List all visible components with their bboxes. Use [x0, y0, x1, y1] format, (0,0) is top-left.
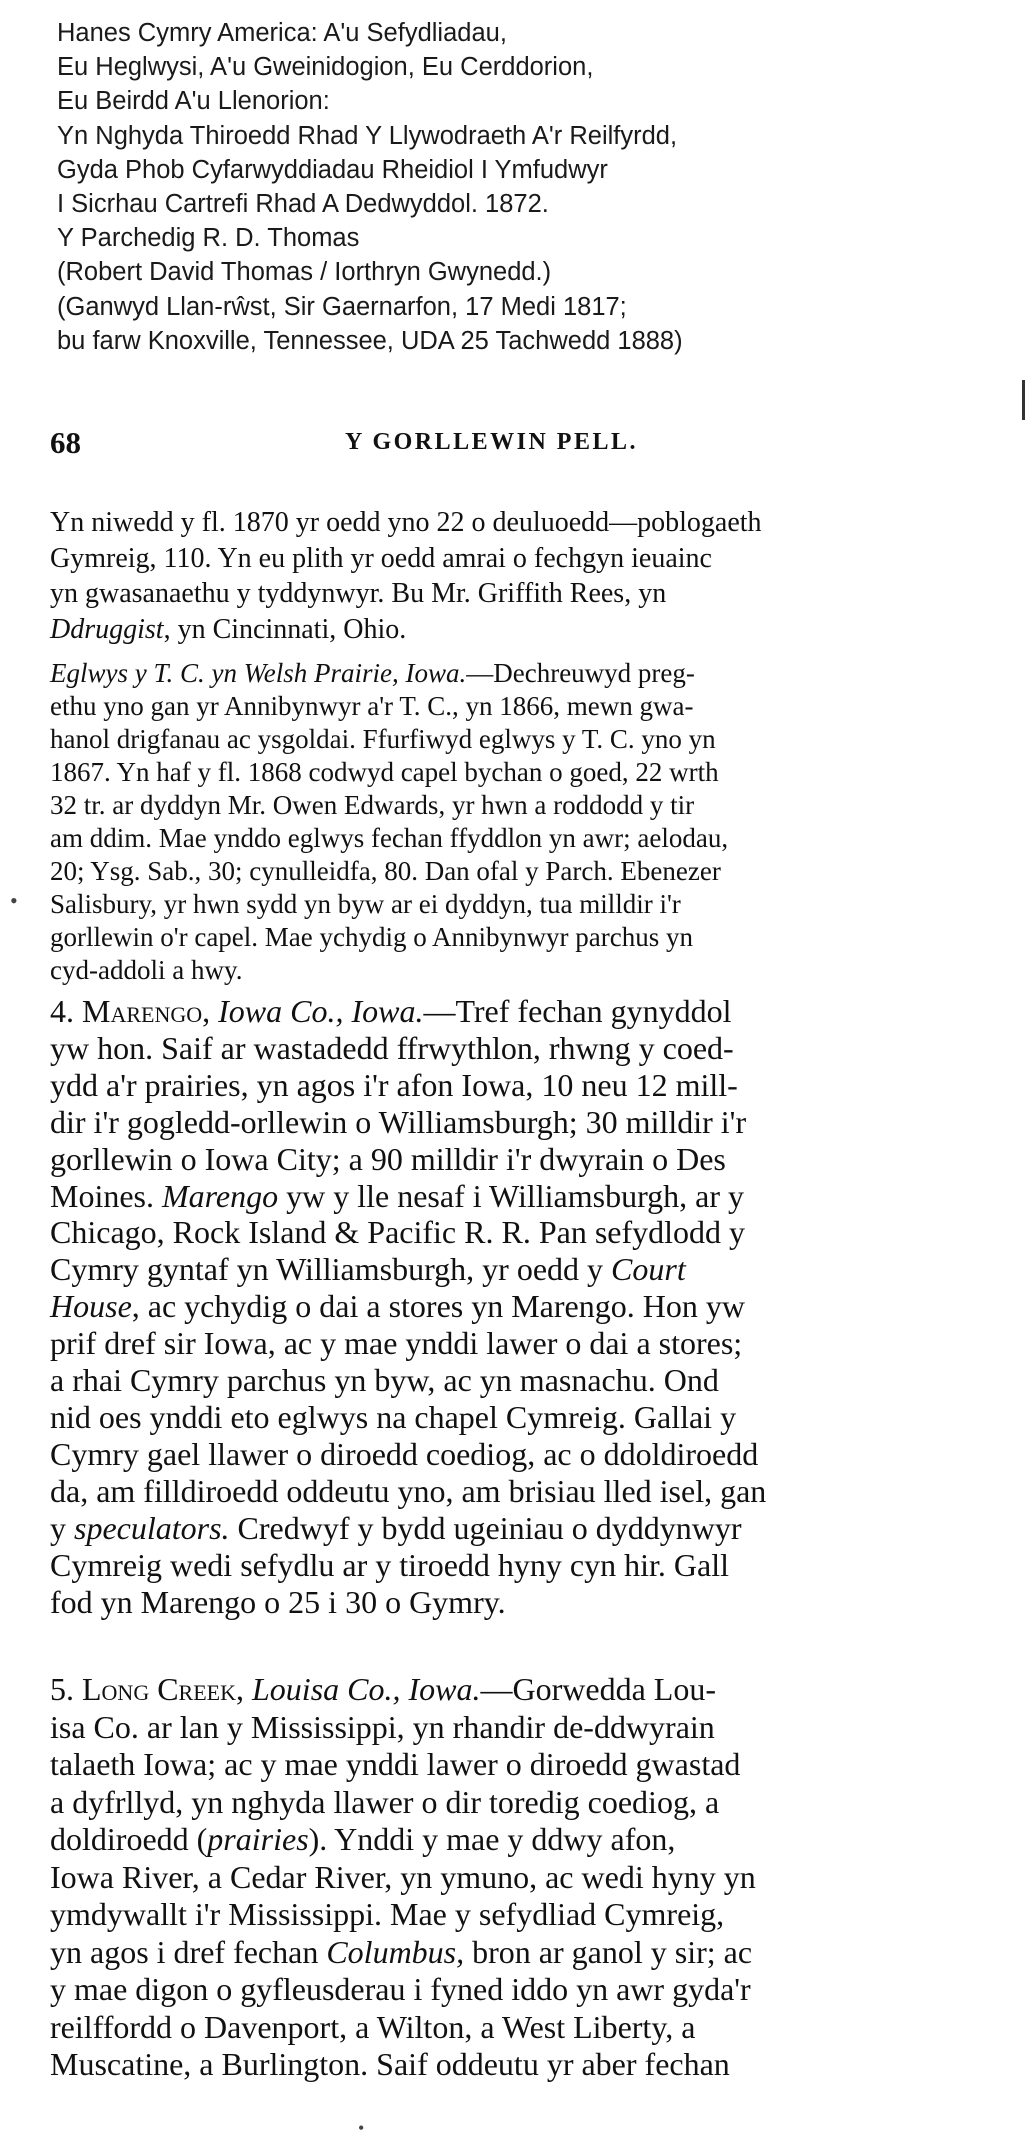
text-line: [50, 1178, 766, 1215]
text-line: am ddim. Mae ynddo eglwys fechan ffyddlon yn awr; aelodau,: [50, 823, 729, 853]
text-line: Gymreig, 110. Yn eu plith yr oedd amrai o fechgyn ieuainc: [50, 542, 712, 574]
text-line: [50, 1821, 756, 1859]
text-line: Salisbury, yr hwn sydd yn byw ar ei dyddyn, tua milldir i'r: [50, 889, 681, 919]
text-line: ethu yno gan yr Annibynwyr a'r T. C., yn 1866, mewn gwa-: [50, 691, 694, 721]
text-line: Iowa River, a Cedar River, yn ymuno, ac wedi hyny yn: [50, 1858, 756, 1895]
paragraph: [50, 1671, 756, 2084]
text-run: yw y lle nesaf i Williamsburgh, ar y: [278, 1177, 745, 1214]
text-line: Muscatine, a Burlington. Saif oddeutu yr aber fechan: [50, 2046, 730, 2082]
text-line: gorllewin o'r capel. Mae ychydig o Annibynwyr parchus yn: [50, 922, 693, 952]
place-name: Marengo: [82, 993, 203, 1029]
section-heading: Eglwys y T. C. yn Welsh Prairie, Iowa.: [50, 658, 467, 688]
text-line: [50, 1288, 766, 1325]
paragraph: [50, 505, 762, 647]
text-run: ). Ynddi y mae y ddwy afon,: [308, 1821, 676, 1857]
text-line: hanol drigfanau ac ysgoldai. Ffurfiwyd eglwys y T. C. yno yn: [50, 724, 716, 754]
text-line: [50, 1251, 766, 1288]
header-line: Gyda Phob Cyfarwyddiadau Rheidiol I Ymfudwyr: [57, 155, 608, 184]
text-line: 32 tr. ar dyddyn Mr. Owen Edwards, yr hwn a roddodd y tir: [50, 790, 695, 820]
margin-dot: •: [10, 888, 18, 913]
text-line: Yn niwedd y fl. 1870 yr oedd yno 22 o deuluoedd—poblogaeth: [50, 507, 762, 538]
text-run: yn agos i dref fechan: [50, 1933, 327, 1970]
text-line: [50, 612, 762, 648]
text-run: Cymry gyntaf yn Williamsburgh, yr oedd y: [50, 1251, 612, 1288]
header-line: (Robert David Thomas / Iorthryn Gwynedd.): [57, 258, 552, 287]
header-line: Eu Beirdd A'u Llenorion:: [57, 87, 330, 116]
catalog-header: [57, 16, 997, 358]
italic-term: House: [50, 1288, 132, 1325]
text-line: reilffordd o Davenport, a Wilton, a West Liberty, a: [50, 2008, 696, 2045]
text-line: y mae digon o gyfleusderau i fyned iddo yn awr gyda'r: [50, 1971, 751, 2007]
text-line: [50, 1671, 756, 1709]
italic-term: Iowa Co., Iowa.: [218, 993, 424, 1029]
text-line: Chicago, Rock Island & Pacific R. R. Pan sefydlodd y: [50, 1214, 746, 1251]
text-run: , ac ychydig o dai a stores yn Marengo. Hon yw: [131, 1288, 745, 1325]
text-run: —Tref fechan gynyddol: [423, 993, 732, 1029]
text-line: a dyfrllyd, yn nghyda llawer o dir toredig coediog, a: [50, 1783, 720, 1820]
text-line: da, am filldiroedd oddeutu yno, am brisiau lled isel, gan: [50, 1472, 767, 1509]
italic-term: prairies: [207, 1821, 309, 1857]
italic-term: Marengo: [162, 1177, 279, 1214]
text-run: doldiroedd (: [50, 1821, 208, 1857]
text-line: yn gwasanaethu y tyddynwyr. Bu Mr. Griffith Rees, yn: [50, 578, 667, 609]
text-line: 20; Ysg. Sab., 30; cynulleidfa, 80. Dan ofal y Parch. Ebenezer: [50, 856, 721, 886]
text-run: , yn Cincinnati, Ohio.: [163, 613, 407, 645]
running-title: Y GORLLEWIN PELL.: [345, 429, 638, 455]
text-run: y: [50, 1509, 74, 1546]
text-line: gorllewin o Iowa City; a 90 milldir i'r dwyrain o Des: [50, 1140, 726, 1177]
paragraph: [50, 657, 728, 987]
text-line: fod yn Marengo o 25 i 30 o Gymry.: [50, 1583, 506, 1620]
text-run: —Dechreuwyd preg-: [466, 658, 695, 688]
page-heading: [50, 425, 970, 465]
header-line: Hanes Cymry America: A'u Sefydliadau,: [57, 19, 507, 47]
text-run: —Gorwedda Lou-: [480, 1671, 716, 1707]
text-run: ,: [236, 1671, 252, 1707]
italic-term: speculators.: [74, 1509, 230, 1546]
header-line: Eu Heglwysi, A'u Gweinidogion, Eu Cerddorion,: [57, 53, 594, 82]
page-edge-mark: [1022, 380, 1025, 420]
text-line: nid oes ynddi eto eglwys na chapel Cymreig. Gallai y: [50, 1398, 737, 1435]
text-line: talaeth Iowa; ac y mae ynddi lawer o diroedd gwastad: [50, 1746, 741, 1782]
text-line: ydd a'r prairies, yn agos i'r afon Iowa, 10 neu 12 mill-: [50, 1066, 738, 1103]
italic-term: Court: [611, 1251, 686, 1288]
section-number: 4.: [50, 993, 82, 1029]
paragraph: [50, 993, 766, 1620]
text-line: 1867. Yn haf y fl. 1868 codwyd capel bychan o goed, 22 wrth: [50, 757, 719, 787]
text-line: Cymry gael llawer o diroedd coediog, ac o ddoldiroedd: [50, 1435, 759, 1472]
italic-term: Columbus,: [326, 1933, 465, 1970]
header-line: Yn Nghyda Thiroedd Rhad Y Llywodraeth A'r Reilfyrdd,: [57, 121, 678, 150]
section-number: 5.: [50, 1671, 82, 1707]
page-number: 68: [50, 425, 81, 460]
text-line: [50, 993, 766, 1030]
header-line: I Sicrhau Cartrefi Rhad A Dedwyddol. 1872.: [57, 190, 549, 219]
text-line: a rhai Cymry parchus yn byw, ac yn masnachu. Ond: [50, 1362, 719, 1399]
text-run: Moines.: [50, 1177, 162, 1214]
margin-dot: •: [358, 2118, 365, 2138]
text-run: ,: [202, 993, 219, 1029]
header-line: bu farw Knoxville, Tennessee, UDA 25 Tachwedd 1888): [57, 326, 683, 355]
place-name: Long Creek: [82, 1671, 236, 1707]
header-line: (Ganwyd Llan-rŵst, Sir Gaernarfon, 17 Medi 1817;: [57, 292, 627, 321]
text-run: Credwyf y bydd ugeiniau o dyddynwyr: [229, 1509, 742, 1546]
italic-term: Ddruggist: [50, 613, 164, 645]
header-line: Y Parchedig R. D. Thomas: [57, 224, 360, 253]
text-run: bron ar ganol y sir; ac: [464, 1933, 753, 1970]
text-line: dir i'r gogledd-orllewin o Williamsburgh; 30 milldir i'r: [50, 1103, 747, 1140]
text-line: [50, 1934, 756, 1972]
text-line: cyd-addoli a hwy.: [50, 955, 243, 985]
italic-term: Louisa Co., Iowa.: [252, 1671, 481, 1707]
text-line: [50, 1510, 766, 1547]
text-line: ymdywallt i'r Mississippi. Mae y sefydliad Cymreig,: [50, 1896, 725, 1932]
text-line: Cymreig wedi sefydlu ar y tiroedd hyny cyn hir. Gall: [50, 1546, 729, 1583]
text-line: [50, 657, 728, 690]
text-line: isa Co. ar lan y Mississippi, yn rhandir de-ddwyrain: [50, 1708, 715, 1745]
text-line: prif dref sir Iowa, ac y mae ynddi lawer o dai a stores;: [50, 1325, 743, 1362]
text-line: yw hon. Saif ar wastadedd ffrwythlon, rhwng y coed-: [50, 1029, 734, 1066]
